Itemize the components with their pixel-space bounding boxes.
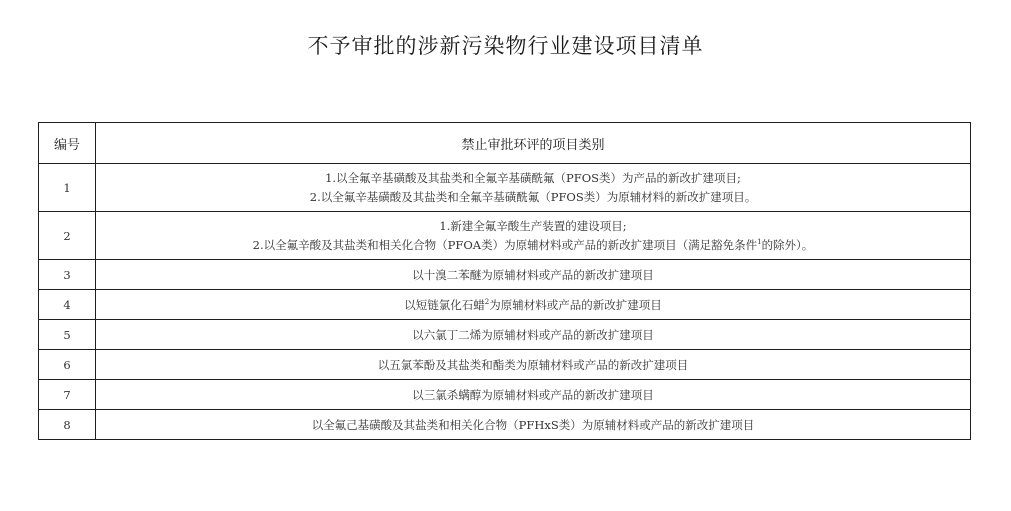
row-number: 6 [39,350,96,380]
category-text-before: 2.以全氟辛酸及其盐类和相关化合物（PFOA类）为原辅材料或产品的新改扩建项目（满足豁免条件 [252,237,758,252]
table-row [39,350,971,380]
project-table [38,122,971,440]
table-header-row [39,123,971,164]
category-text-after: 的除外）。 [761,237,814,252]
table-row [39,260,971,290]
table-row [39,410,971,440]
table-row [39,320,971,350]
header-category: 禁止审批环评的项目类别 [96,123,971,164]
row-category: 以五氯苯酚及其盐类和酯类为原辅材料或产品的新改扩建项目 [96,350,971,380]
category-line: 1.新建全氟辛酸生产装置的建设项目; [439,218,627,233]
footnote-mark: 1 [757,237,762,246]
row-number: 7 [39,380,96,410]
category-line-with-note [100,236,966,255]
table-row [39,212,971,260]
table-row [39,290,971,320]
category-text-before: 以短链氯化石蜡 [404,297,485,312]
row-category [96,290,971,320]
row-category [96,164,971,212]
row-number: 1 [39,164,96,212]
category-line: 1.以全氟辛基磺酸及其盐类和全氟辛基磺酰氟（PFOS类）为产品的新改扩建项目; [325,170,741,185]
table-row [39,380,971,410]
row-category: 以十溴二苯醚为原辅材料或产品的新改扩建项目 [96,260,971,290]
row-number: 4 [39,290,96,320]
row-category: 以三氯杀螨醇为原辅材料或产品的新改扩建项目 [96,380,971,410]
category-line-text [253,238,814,252]
table-row [39,164,971,212]
row-category: 以六氯丁二烯为原辅材料或产品的新改扩建项目 [96,320,971,350]
row-number: 8 [39,410,96,440]
row-number: 5 [39,320,96,350]
row-number: 3 [39,260,96,290]
page-title: 不予审批的涉新污染物行业建设项目清单 [307,34,704,58]
row-category: 以全氟己基磺酸及其盐类和相关化合物（PFHxS类）为原辅材料或产品的新改扩建项目 [96,410,971,440]
row-number: 2 [39,212,96,260]
category-text-after: 为原辅材料或产品的新改扩建项目 [489,297,662,312]
row-category [96,212,971,260]
footnote-mark: 2 [484,297,490,306]
header-number: 编号 [39,123,96,164]
category-line: 2.以全氟辛基磺酸及其盐类和全氟辛基磺酰氟（PFOS类）为原辅材料的新改扩建项目。 [309,189,757,204]
